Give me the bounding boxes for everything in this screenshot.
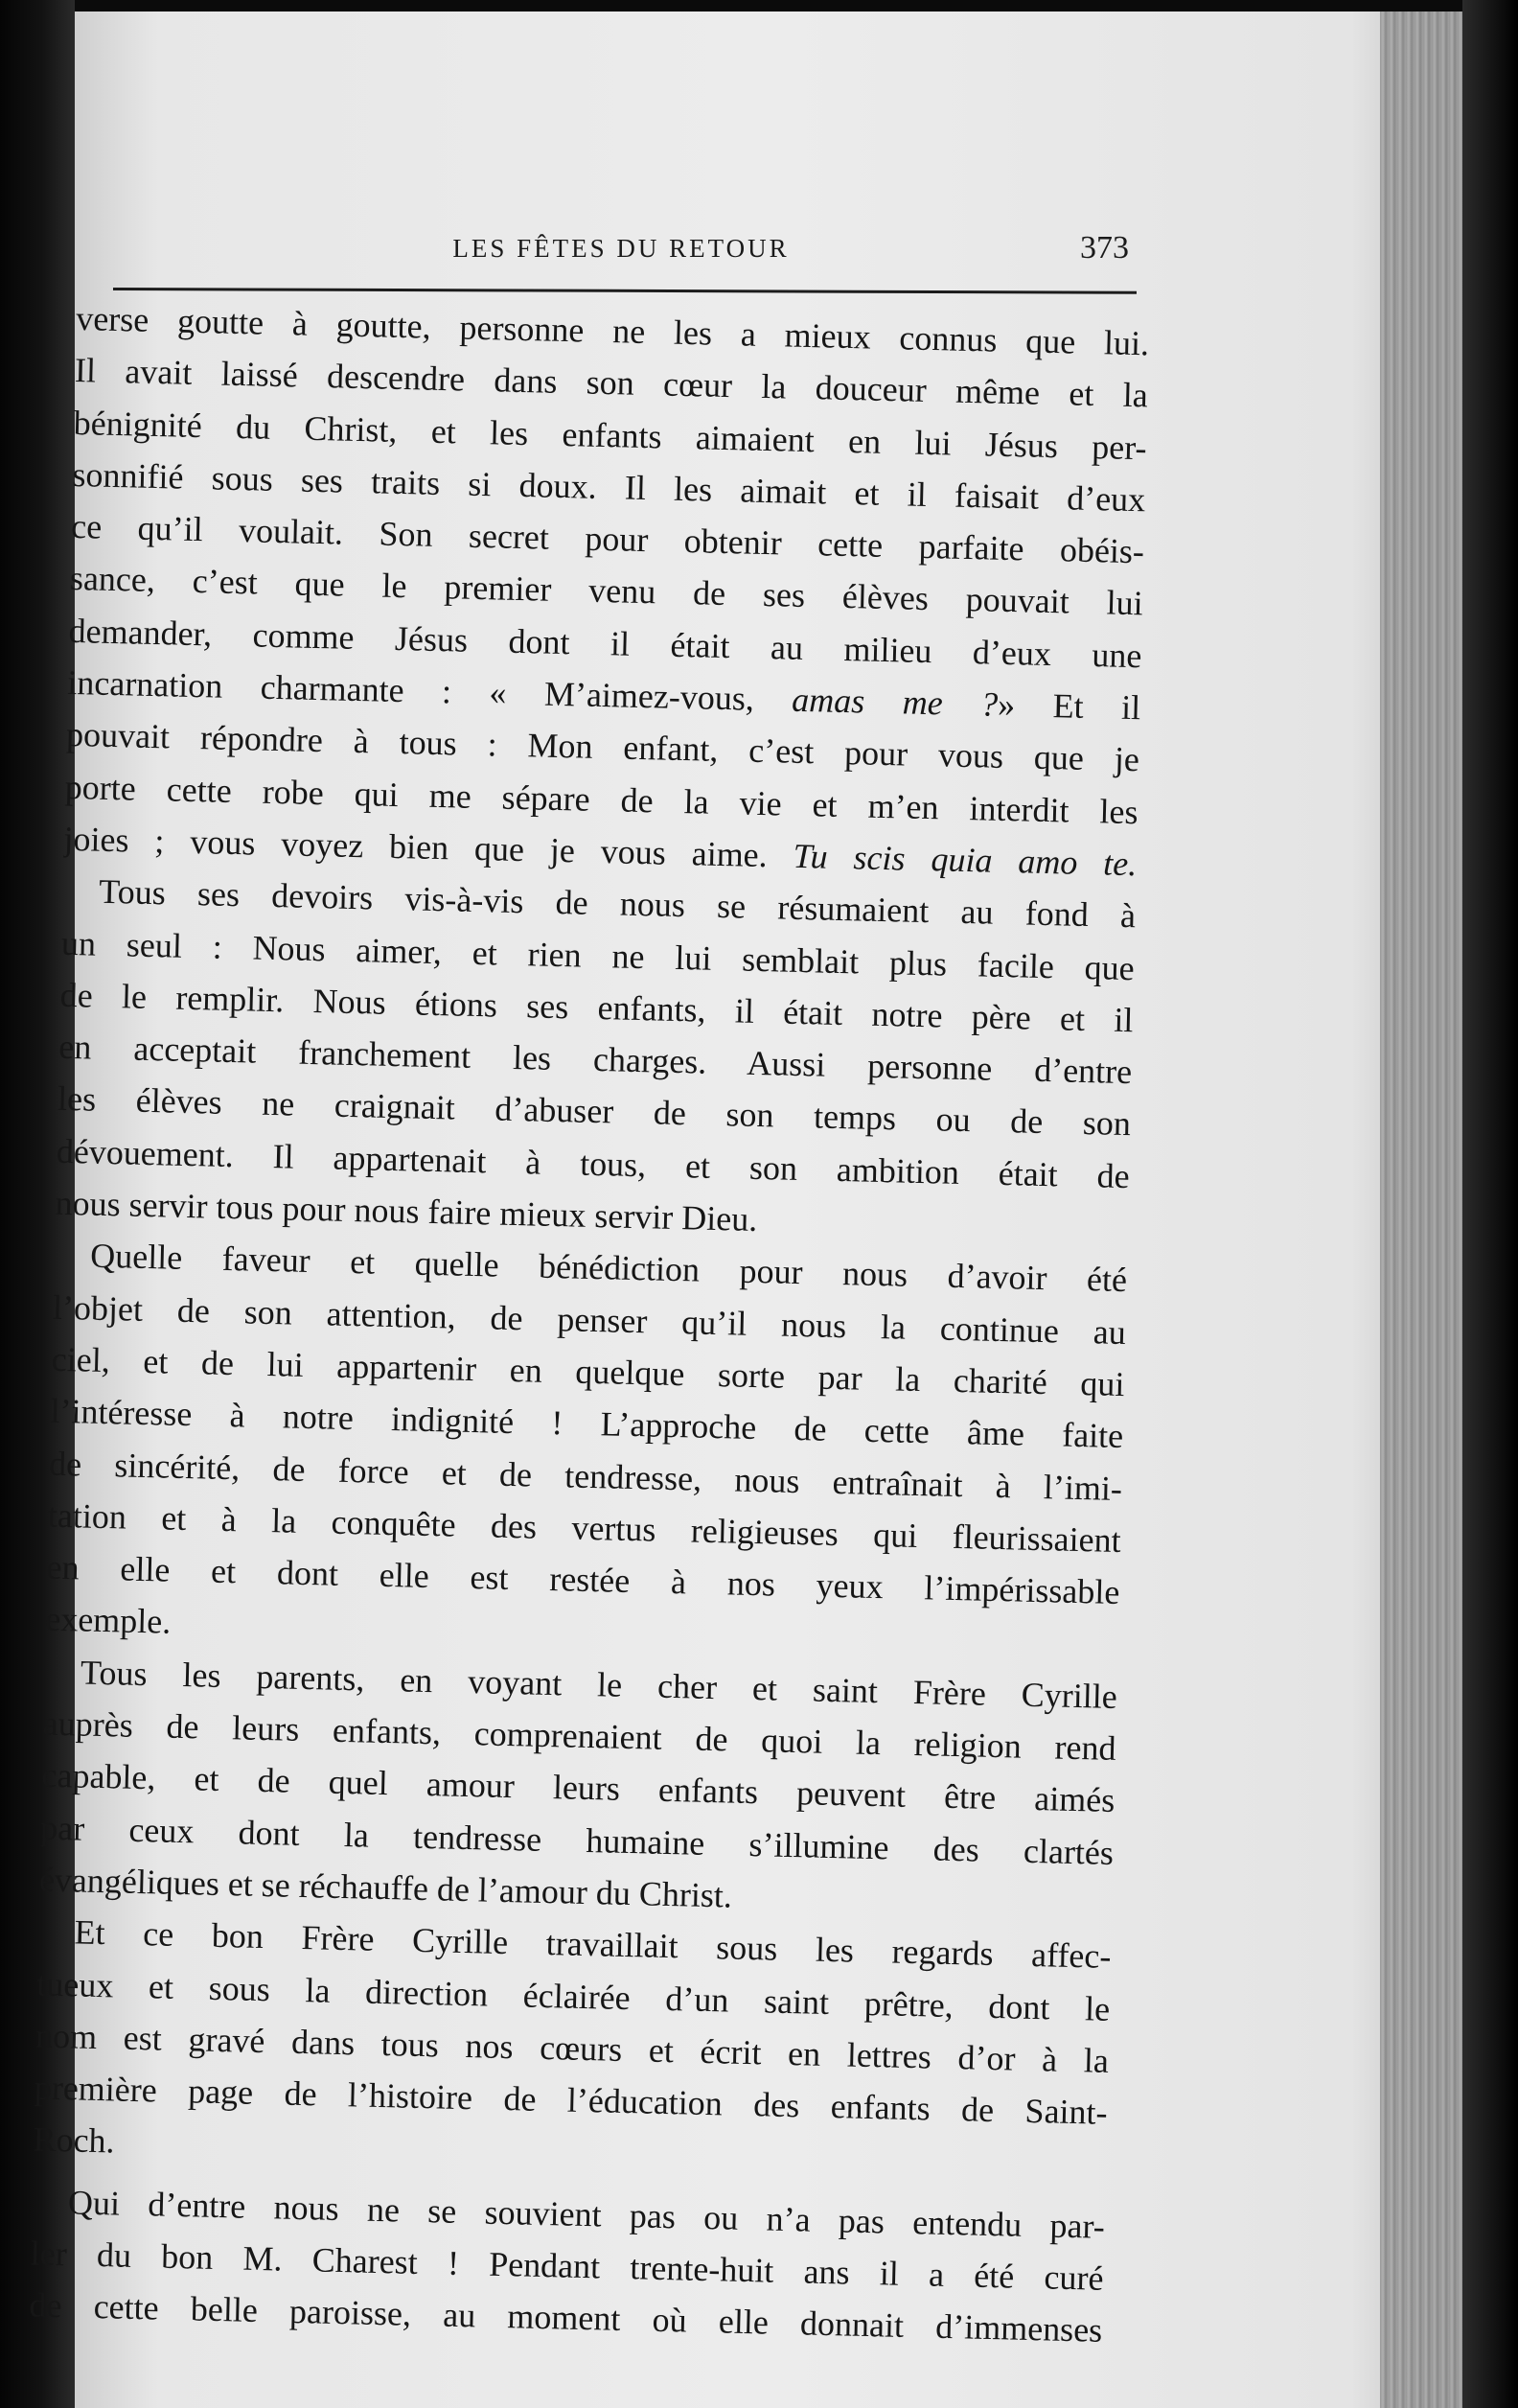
text-line: en elle et dont elle est restée à nos yeux l’impérissable bbox=[46, 1547, 1120, 1612]
paragraph-end: exemple. bbox=[44, 1600, 172, 1642]
text-line: l’intéresse à notre indignité ! L’approche de cette âme faite bbox=[50, 1391, 1124, 1456]
text-line: de le remplir. Nous étions ses enfants, il était notre père et il bbox=[59, 975, 1134, 1040]
text-line: bénignité du Christ, et les enfants aimaient en lui Jésus per- bbox=[73, 403, 1147, 467]
paragraph-start: Et ce bon Frère Cyrille travaillait sous les regards affec- bbox=[74, 1912, 1112, 1977]
running-head bbox=[113, 228, 1129, 286]
text-run: incarnation charmante : « M’aimez-vous, bbox=[66, 662, 755, 718]
text-line: les élèves ne craignait d’abuser de son temps ou de son bbox=[57, 1079, 1132, 1144]
text-line: de sincérité, de force et de tendresse, nous entraînait à l’imi- bbox=[48, 1444, 1123, 1508]
paragraph-start: Tous ses devoirs vis-à-vis de nous se résumaient au fond à bbox=[98, 871, 1137, 936]
paragraph-start: Tous les parents, en voyant le cher et saint Frère Cyrille bbox=[80, 1653, 1118, 1716]
text-line: ce qu’il voulait. Son secret pour obtenir cette parfaite obéis- bbox=[70, 507, 1145, 571]
text-line: tueux et sous la direction éclairée d’un saint prêtre, dont le bbox=[35, 1964, 1111, 2028]
text-line: pouvait répondre à tous : Mon enfant, c’est pour vous que je bbox=[65, 715, 1140, 779]
paragraph-start: Qui d’entre nous ne se souvient pas ou n’a pas entendu par- bbox=[67, 2183, 1106, 2246]
text-line: de cette belle paroisse, au moment où elle donnait d’immenses bbox=[29, 2285, 1103, 2350]
text-line: dévouement. Il appartenait à tous, et son ambition était de bbox=[56, 1131, 1131, 1195]
text-line: auprès de leurs enfants, comprenaient de quoi la religion rend bbox=[42, 1703, 1116, 1768]
text-line: ciel, et de lui appartenir en quelque sorte par la charité qui bbox=[51, 1339, 1125, 1404]
paragraph-end: évangéliques et se réchauffe de l’amour du Christ. bbox=[38, 1860, 733, 1915]
text-run: » Et il bbox=[997, 684, 1141, 728]
text-line: verse goutte à goutte, personne ne les a mieux connus que lui. bbox=[75, 298, 1150, 363]
text-line: demander, comme Jésus dont il était au milieu d’eux une bbox=[68, 611, 1142, 676]
italic-latin-phrase: amas me ? bbox=[791, 680, 999, 724]
italic-latin-phrase: Tu scis quia amo te. bbox=[793, 836, 1138, 884]
paragraph-end: Roch. bbox=[33, 2119, 116, 2161]
text-line: sonnifié sous ses traits si doux. Il les aimait et il faisait d’eux bbox=[72, 454, 1146, 520]
text-run: joies ; vous voyez bien que je vous aime. bbox=[63, 819, 769, 875]
text-line: capable, et de quel amour leurs enfants peuvent être aimés bbox=[41, 1755, 1116, 1820]
text-line: tation et à la conquête des vertus religieuses qui fleurissaient bbox=[47, 1495, 1122, 1560]
text-line: ler du bon M. Charest ! Pendant trente-huit ans il a été curé bbox=[30, 2234, 1104, 2298]
text-line: par ceux dont la tendresse humaine s’illumine des clartés bbox=[39, 1808, 1115, 1872]
text-line: porte cette robe qui me sépare de la vie et m’en interdit les bbox=[64, 767, 1139, 831]
running-title: LES FÊTES DU RETOUR bbox=[452, 234, 790, 263]
text-line: Il avait laissé descendre dans son cœur la douceur même et la bbox=[74, 351, 1149, 415]
page-edge-shadow bbox=[1380, 12, 1462, 2408]
paragraph-start: Quelle faveur et quelle bénédiction pour nous d’avoir été bbox=[89, 1236, 1128, 1300]
text-line: l’objet de son attention, de penser qu’il nous la continue au bbox=[52, 1287, 1127, 1352]
text-line: sance, c’est que le premier venu de ses élèves pouvait lui bbox=[69, 559, 1144, 623]
text-line: nom est gravé dans tous nos cœurs et écrit en lettres d’or à la bbox=[34, 2016, 1110, 2080]
paragraph-end: nous servir tous pour nous faire mieux servir Dieu. bbox=[55, 1183, 758, 1239]
scan-right-margin bbox=[1462, 0, 1518, 2408]
text-line: un seul : Nous aimer, et rien ne lui semblait plus facile que bbox=[60, 923, 1136, 987]
page-number: 373 bbox=[1080, 230, 1129, 266]
body-text bbox=[29, 292, 1150, 2350]
text-line: en acceptait franchement les charges. Aussi personne d’entre bbox=[58, 1027, 1133, 1092]
text-line: première page de l’histoire de l’éducation des enfants de Saint- bbox=[34, 2068, 1109, 2132]
